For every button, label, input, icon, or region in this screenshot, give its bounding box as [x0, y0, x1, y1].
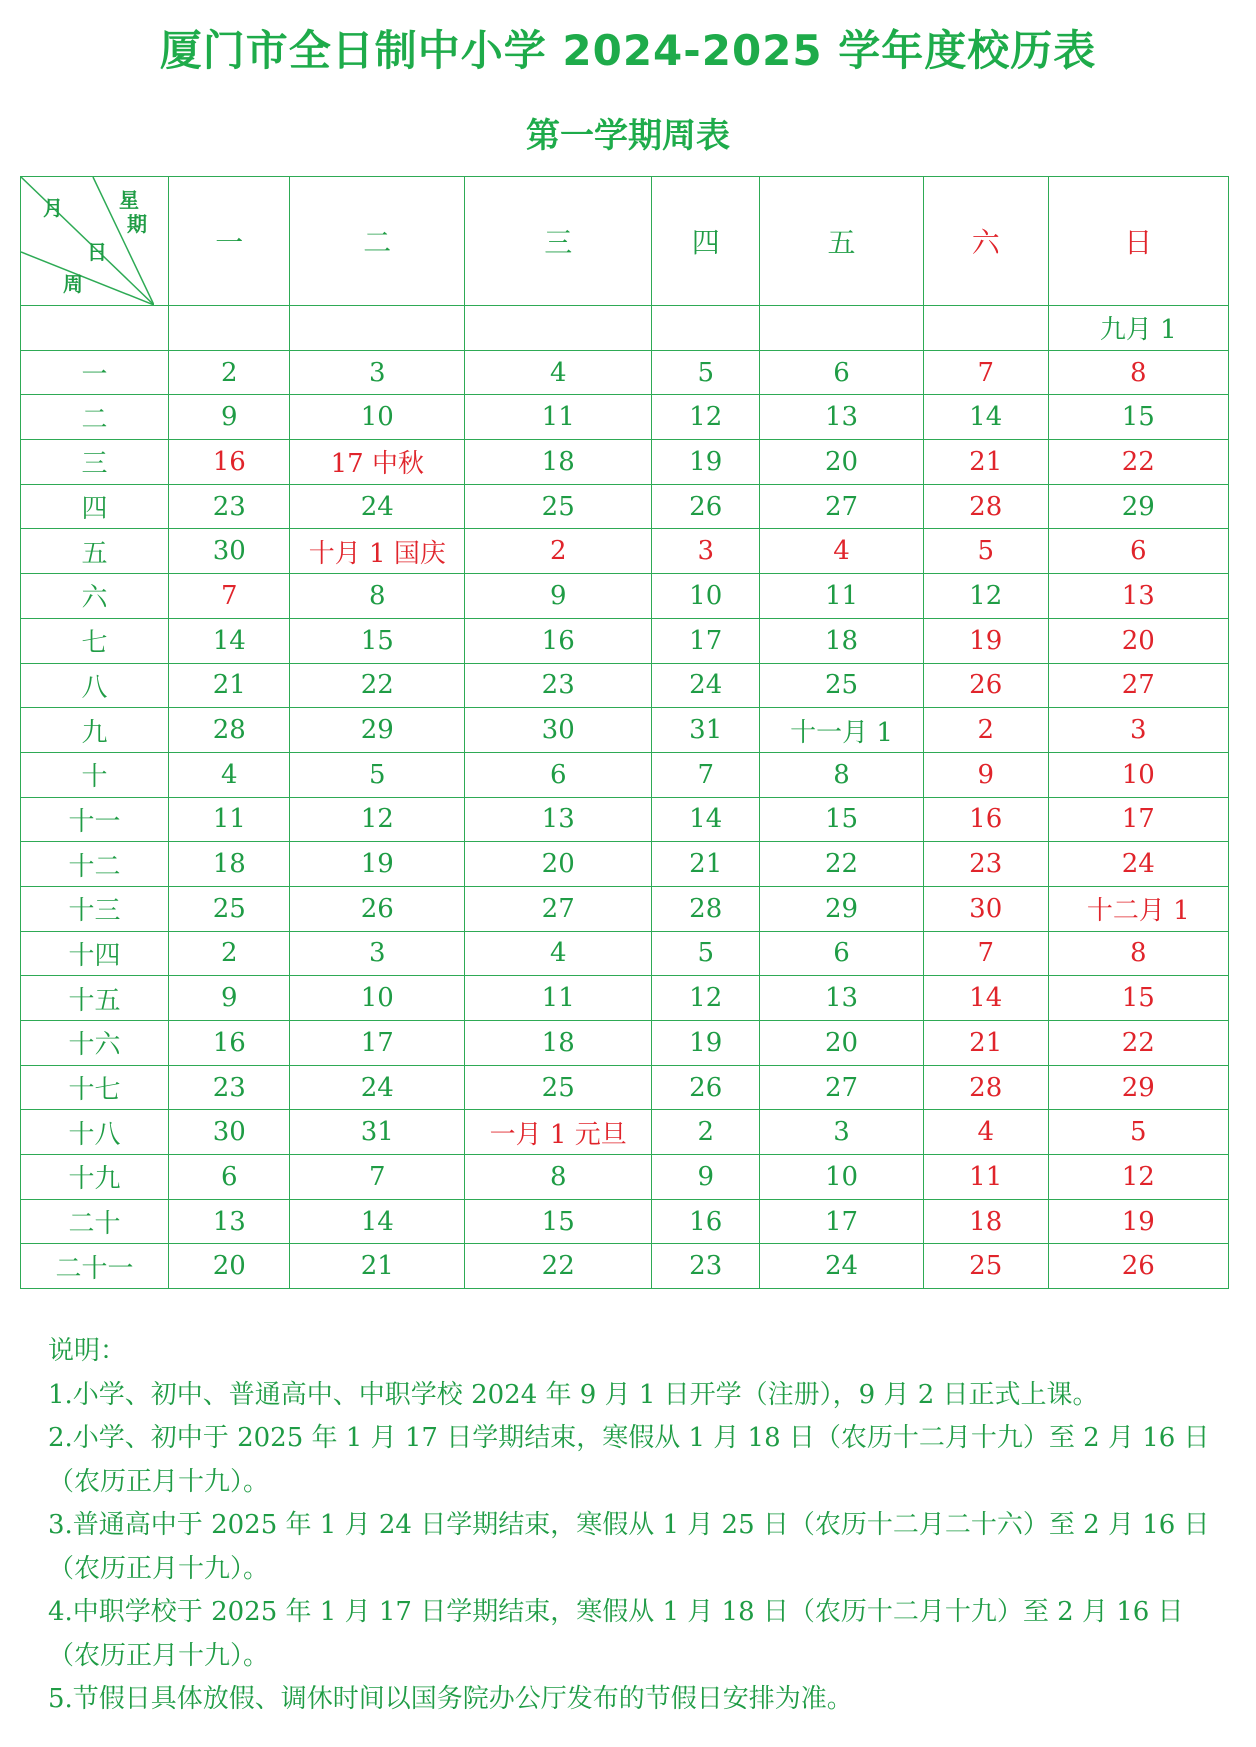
date-cell: 27 — [760, 1065, 924, 1110]
date-cell: 3 — [290, 350, 465, 395]
note-item-1: 1.小学、初中、普通高中、中职学校 2024 年 9 月 1 日开学（注册），9 月 2 日正式上课。 — [48, 1379, 1099, 1410]
note-item-3: 3.普通高中于 2025 年 1 月 24 日学期结束，寒假从 1 月 25 日（农历十二月二十六）至 2 月 16 日（农历正月十九）。 — [48, 1510, 1210, 1584]
date-cell: 19 — [1048, 1199, 1228, 1244]
date-cell: 22 — [1048, 1021, 1228, 1066]
date-cell: 5 — [923, 529, 1048, 574]
date-cell: 30 — [923, 886, 1048, 931]
note-item-5: 5.节假日具体放假、调休时间以国务院办公厅发布的节假日安排为准。 — [48, 1684, 853, 1714]
date-cell: 8 — [465, 1155, 652, 1200]
date-cell: 13 — [1048, 574, 1228, 619]
date-cell: 16 — [923, 797, 1048, 842]
date-cell: 2 — [169, 350, 290, 395]
week-row — [21, 1199, 1229, 1244]
date-cell: 3 — [652, 529, 760, 574]
date-cell: 25 — [169, 886, 290, 931]
date-cell: 26 — [923, 663, 1048, 708]
weekday-header-tue: 二 — [290, 177, 465, 306]
corner-week-label: 周 — [63, 272, 83, 296]
date-cell: 6 — [169, 1155, 290, 1200]
week-row — [21, 1021, 1229, 1066]
date-cell: 15 — [760, 797, 924, 842]
date-cell: 11 — [465, 976, 652, 1021]
date-cell — [923, 306, 1048, 351]
week-row — [21, 529, 1229, 574]
date-cell: 24 — [290, 484, 465, 529]
week-number-cell: 一 — [21, 350, 169, 395]
date-cell: 13 — [465, 797, 652, 842]
week-row — [21, 1155, 1229, 1200]
date-cell: 12 — [652, 395, 760, 440]
date-cell: 4 — [760, 529, 924, 574]
corner-weekday-label-2: 期 — [127, 212, 147, 236]
week-number-cell: 十一 — [21, 797, 169, 842]
date-cell: 十二月 1 — [1048, 886, 1228, 931]
week-row — [21, 484, 1229, 529]
date-cell: 28 — [923, 484, 1048, 529]
date-cell: 8 — [1048, 931, 1228, 976]
date-cell: 18 — [465, 440, 652, 485]
date-cell: 20 — [465, 842, 652, 887]
week-number-cell: 八 — [21, 663, 169, 708]
date-cell: 21 — [169, 663, 290, 708]
date-cell: 25 — [465, 484, 652, 529]
date-cell: 26 — [290, 886, 465, 931]
date-cell: 14 — [652, 797, 760, 842]
week-row — [21, 395, 1229, 440]
weekday-header-thu: 四 — [652, 177, 760, 306]
date-cell — [169, 306, 290, 351]
date-cell: 15 — [1048, 395, 1228, 440]
date-cell: 24 — [1048, 842, 1228, 887]
date-cell: 12 — [290, 797, 465, 842]
date-cell: 7 — [652, 752, 760, 797]
week-number-cell: 十九 — [21, 1155, 169, 1200]
week-number-cell: 三 — [21, 440, 169, 485]
date-cell: 21 — [923, 1021, 1048, 1066]
calendar-table — [20, 176, 1229, 1289]
date-cell: 11 — [169, 797, 290, 842]
date-cell: 23 — [652, 1244, 760, 1289]
date-cell: 23 — [923, 842, 1048, 887]
weekday-header-fri: 五 — [760, 177, 924, 306]
date-cell: 24 — [290, 1065, 465, 1110]
date-cell: 23 — [465, 663, 652, 708]
date-cell: 16 — [169, 440, 290, 485]
corner-day-label: 日 — [87, 240, 107, 264]
date-cell: 14 — [169, 618, 290, 663]
date-cell: 28 — [652, 886, 760, 931]
date-cell: 6 — [1048, 529, 1228, 574]
date-cell: 一月 1 元旦 — [465, 1110, 652, 1155]
date-cell: 3 — [760, 1110, 924, 1155]
date-cell: 20 — [1048, 618, 1228, 663]
date-cell: 26 — [1048, 1244, 1228, 1289]
notes-heading: 说明： — [48, 1336, 127, 1366]
date-cell: 十一月 1 — [760, 708, 924, 753]
week-number-cell: 十六 — [21, 1021, 169, 1066]
week-row — [21, 1110, 1229, 1155]
date-cell: 17 — [1048, 797, 1228, 842]
date-cell: 11 — [923, 1155, 1048, 1200]
week-number-cell: 四 — [21, 484, 169, 529]
date-cell: 8 — [290, 574, 465, 619]
date-cell: 30 — [169, 529, 290, 574]
date-cell: 17 中秋 — [290, 440, 465, 485]
date-cell: 21 — [290, 1244, 465, 1289]
date-cell: 21 — [923, 440, 1048, 485]
weekday-header-sun: 日 — [1048, 177, 1228, 306]
date-cell: 25 — [760, 663, 924, 708]
date-cell: 29 — [1048, 484, 1228, 529]
date-cell: 20 — [169, 1244, 290, 1289]
week-number-cell: 六 — [21, 574, 169, 619]
date-cell: 31 — [652, 708, 760, 753]
date-cell: 22 — [290, 663, 465, 708]
week-number-cell: 十八 — [21, 1110, 169, 1155]
week-number-cell — [21, 306, 169, 351]
corner-month-label: 月 — [43, 196, 63, 220]
note-item-4: 4.中职学校于 2025 年 1 月 17 日学期结束，寒假从 1 月 18 日（农历十二月十九）至 2 月 16 日（农历正月十九）。 — [48, 1597, 1184, 1671]
date-cell: 2 — [465, 529, 652, 574]
date-cell: 6 — [760, 931, 924, 976]
date-cell: 5 — [652, 350, 760, 395]
week-row — [21, 440, 1229, 485]
week-row — [21, 574, 1229, 619]
date-cell: 7 — [169, 574, 290, 619]
date-cell: 11 — [465, 395, 652, 440]
date-cell: 5 — [652, 931, 760, 976]
date-cell: 8 — [1048, 350, 1228, 395]
date-cell: 10 — [760, 1155, 924, 1200]
date-cell: 26 — [652, 1065, 760, 1110]
date-cell: 18 — [465, 1021, 652, 1066]
page-title: 厦门市全日制中小学 2024-2025 学年度校历表 — [159, 26, 1097, 75]
week-number-cell: 十 — [21, 752, 169, 797]
date-cell: 3 — [290, 931, 465, 976]
date-cell: 22 — [1048, 440, 1228, 485]
date-cell: 25 — [923, 1244, 1048, 1289]
date-cell: 11 — [760, 574, 924, 619]
weekday-header-wed: 三 — [465, 177, 652, 306]
date-cell: 十月 1 国庆 — [290, 529, 465, 574]
date-cell: 29 — [290, 708, 465, 753]
date-cell: 29 — [760, 886, 924, 931]
date-cell: 30 — [169, 1110, 290, 1155]
date-cell: 14 — [290, 1199, 465, 1244]
page-subtitle: 第一学期周表 — [526, 116, 730, 156]
date-cell: 24 — [760, 1244, 924, 1289]
date-cell: 18 — [760, 618, 924, 663]
week-row — [21, 306, 1229, 351]
date-cell: 26 — [652, 484, 760, 529]
date-cell: 7 — [290, 1155, 465, 1200]
week-number-cell: 二十 — [21, 1199, 169, 1244]
date-cell: 17 — [760, 1199, 924, 1244]
week-number-cell: 五 — [21, 529, 169, 574]
date-cell: 15 — [290, 618, 465, 663]
date-cell: 13 — [760, 395, 924, 440]
date-cell: 15 — [1048, 976, 1228, 1021]
week-row — [21, 931, 1229, 976]
week-row — [21, 976, 1229, 1021]
week-number-cell: 二十一 — [21, 1244, 169, 1289]
date-cell: 4 — [465, 931, 652, 976]
date-cell: 21 — [652, 842, 760, 887]
date-cell: 27 — [760, 484, 924, 529]
date-cell: 27 — [1048, 663, 1228, 708]
date-cell: 9 — [169, 395, 290, 440]
week-row — [21, 797, 1229, 842]
date-cell: 9 — [169, 976, 290, 1021]
date-cell: 5 — [1048, 1110, 1228, 1155]
week-number-cell: 十二 — [21, 842, 169, 887]
corner-weekday-label-1: 星 — [119, 188, 139, 212]
date-cell: 13 — [169, 1199, 290, 1244]
date-cell: 18 — [923, 1199, 1048, 1244]
date-cell: 8 — [760, 752, 924, 797]
date-cell — [652, 306, 760, 351]
date-cell: 3 — [1048, 708, 1228, 753]
date-cell: 2 — [652, 1110, 760, 1155]
week-row — [21, 618, 1229, 663]
date-cell: 九月 1 — [1048, 306, 1228, 351]
date-cell: 16 — [465, 618, 652, 663]
date-cell: 7 — [923, 350, 1048, 395]
date-cell: 19 — [652, 440, 760, 485]
calendar-body — [21, 306, 1229, 1289]
week-number-cell: 十七 — [21, 1065, 169, 1110]
week-number-cell: 十五 — [21, 976, 169, 1021]
date-cell: 30 — [465, 708, 652, 753]
date-cell: 19 — [290, 842, 465, 887]
date-cell: 17 — [652, 618, 760, 663]
date-cell: 7 — [923, 931, 1048, 976]
date-cell: 19 — [923, 618, 1048, 663]
date-cell: 23 — [169, 484, 290, 529]
date-cell: 18 — [169, 842, 290, 887]
date-cell: 25 — [465, 1065, 652, 1110]
week-row — [21, 1065, 1229, 1110]
week-row — [21, 842, 1229, 887]
date-cell: 20 — [760, 1021, 924, 1066]
date-cell — [290, 306, 465, 351]
date-cell: 5 — [290, 752, 465, 797]
week-row — [21, 708, 1229, 753]
date-cell: 16 — [652, 1199, 760, 1244]
week-number-cell: 九 — [21, 708, 169, 753]
date-cell: 24 — [652, 663, 760, 708]
date-cell: 2 — [923, 708, 1048, 753]
date-cell: 13 — [760, 976, 924, 1021]
week-row — [21, 350, 1229, 395]
weekday-header-mon: 一 — [169, 177, 290, 306]
date-cell: 20 — [760, 440, 924, 485]
week-number-cell: 七 — [21, 618, 169, 663]
date-cell: 19 — [652, 1021, 760, 1066]
date-cell: 10 — [290, 976, 465, 1021]
week-row — [21, 1244, 1229, 1289]
date-cell: 17 — [290, 1021, 465, 1066]
date-cell: 31 — [290, 1110, 465, 1155]
date-cell: 14 — [923, 395, 1048, 440]
date-cell — [760, 306, 924, 351]
date-cell — [465, 306, 652, 351]
date-cell: 14 — [923, 976, 1048, 1021]
date-cell: 27 — [465, 886, 652, 931]
date-cell: 29 — [1048, 1065, 1228, 1110]
date-cell: 9 — [465, 574, 652, 619]
date-cell: 4 — [923, 1110, 1048, 1155]
date-cell: 22 — [760, 842, 924, 887]
date-cell: 12 — [1048, 1155, 1228, 1200]
week-row — [21, 886, 1229, 931]
date-cell: 10 — [290, 395, 465, 440]
week-number-cell: 十三 — [21, 886, 169, 931]
date-cell: 4 — [169, 752, 290, 797]
date-cell: 9 — [652, 1155, 760, 1200]
date-cell: 6 — [465, 752, 652, 797]
date-cell: 28 — [923, 1065, 1048, 1110]
date-cell: 22 — [465, 1244, 652, 1289]
date-cell: 9 — [923, 752, 1048, 797]
week-number-cell: 二 — [21, 395, 169, 440]
date-cell: 15 — [465, 1199, 652, 1244]
date-cell: 4 — [465, 350, 652, 395]
week-row — [21, 752, 1229, 797]
week-number-cell: 十四 — [21, 931, 169, 976]
note-item-2: 2.小学、初中于 2025 年 1 月 17 日学期结束，寒假从 1 月 18 日（农历十二月十九）至 2 月 16 日（农历正月十九）。 — [48, 1423, 1210, 1497]
date-cell: 23 — [169, 1065, 290, 1110]
date-cell: 12 — [923, 574, 1048, 619]
header-row — [21, 177, 1229, 306]
weekday-header-sat: 六 — [923, 177, 1048, 306]
corner-cell — [21, 177, 169, 306]
date-cell: 12 — [652, 976, 760, 1021]
date-cell: 10 — [1048, 752, 1228, 797]
date-cell: 6 — [760, 350, 924, 395]
week-row — [21, 663, 1229, 708]
date-cell: 10 — [652, 574, 760, 619]
date-cell: 28 — [169, 708, 290, 753]
date-cell: 2 — [169, 931, 290, 976]
date-cell: 16 — [169, 1021, 290, 1066]
notes-section — [48, 1330, 1228, 1722]
